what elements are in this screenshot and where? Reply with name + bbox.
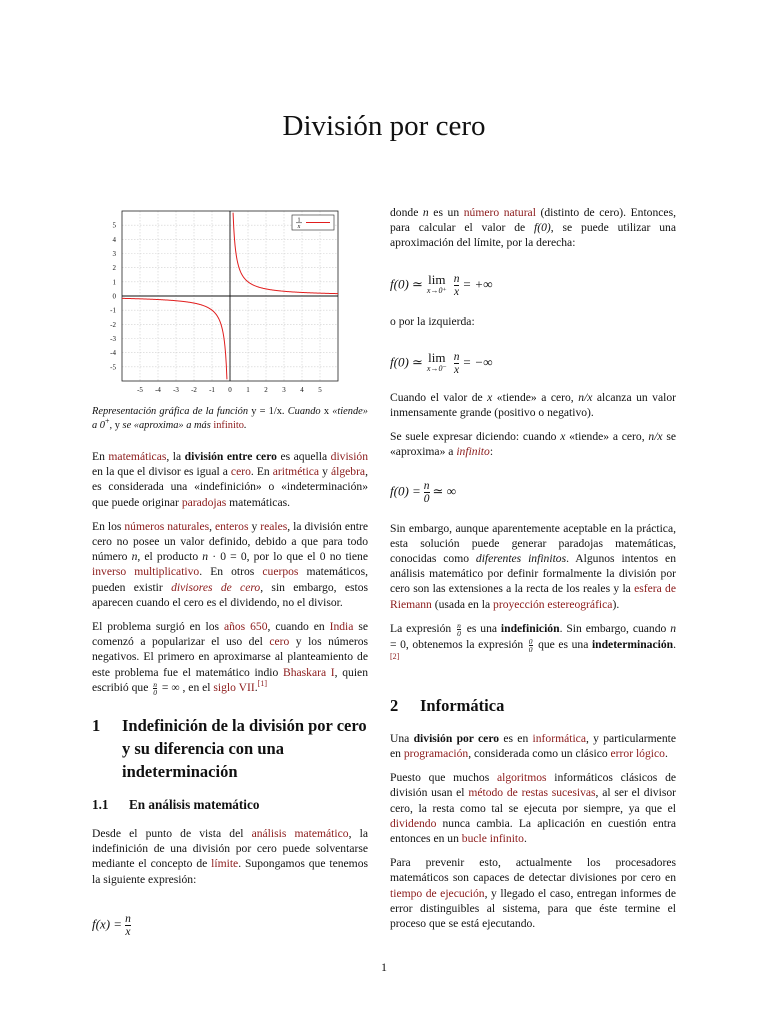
link-numero-natural[interactable]: número natural (463, 206, 536, 219)
link-bucle-infinito[interactable]: bucle infinito (461, 831, 524, 845)
section-heading-2: 2 Informática (390, 695, 505, 715)
paragraph-donde: donde n es un número natural (distinto de cero). Entonces, para calcular el valor de f(0), se puede utilizar una aproximación del límite, por la derecha: (390, 206, 676, 250)
paragraph-expresar: Se suele expresar diciendo: cuando x «tiende» a cero, n/x se «aproxima» a infinito: (390, 430, 676, 459)
y-tick-label: -4 (110, 349, 116, 358)
inline-fraction: $\frac{n}{0}$ (153, 679, 157, 697)
section-heading-1: 1 Indefinición de la división por cero y su diferencia con una indeterminación (92, 715, 367, 781)
paragraph-informatica: Una división por cero es en informática, y particularmente en programación, considerada como un clásico error lógico. (390, 731, 676, 760)
y-tick-label: -5 (110, 363, 116, 372)
y-tick-label: 5 (112, 221, 116, 230)
paragraph-prevenir: Para prevenir esto, actualmente los procesadores matemáticos son capaces de detectar divisiones por cero en tiempo de ejecución, y llegado el caso, entregan informes de error distinguibles al sistema, para que éste termine el proceso que se está ejecutando. (390, 856, 676, 930)
right-column (390, 205, 676, 940)
y-tick-label: 1 (112, 278, 116, 287)
link-cero[interactable]: cero (230, 465, 251, 479)
legend-denominator: x (297, 224, 301, 231)
left-column (92, 205, 368, 938)
reference-2[interactable]: [2] (390, 651, 400, 661)
reference-1[interactable]: [1] (257, 678, 267, 688)
y-tick-label: 4 (112, 235, 116, 244)
link-reales[interactable]: reales (260, 519, 288, 533)
link-infinito[interactable]: infinito (213, 420, 244, 431)
x-tick-label: -2 (191, 386, 197, 394)
equation-limit-left: f(0) ≃ lim x→0⁻ $\frac{n}{x}$ = −∞ (390, 350, 493, 376)
paragraph-cuando: Cuando el valor de x «tiende» a cero, n/x alcanza un valor inmensamente grande (positivo o negativo). (390, 390, 676, 420)
x-tick-label: -5 (137, 386, 143, 394)
link-enteros[interactable]: enteros (214, 519, 249, 533)
x-tick-label: -3 (173, 386, 179, 394)
link-error-logico[interactable]: error lógico (610, 746, 665, 760)
y-tick-label: -3 (110, 335, 116, 343)
link-cero-2[interactable]: cero (269, 635, 290, 649)
paragraph-historia: El problema surgió en los años 650, cuando en India se comenzó a popularizar el uso del cero y los números negativos. El primero en aproximarse al planteamiento de este problema fue el matemático indio Bhaskara I, quien escribió que $\frac{n}{0}$ = ∞ , en el siglo VII.[1] (92, 620, 369, 697)
y-tick-label: 3 (112, 250, 116, 258)
link-limite[interactable]: límite (211, 857, 239, 871)
x-tick-label: 4 (300, 386, 304, 394)
link-proyeccion-estereografica[interactable]: proyección estereográfica (493, 597, 613, 611)
y-tick-label: -1 (110, 306, 116, 315)
link-aritmetica[interactable]: aritmética (272, 465, 320, 479)
x-tick-label: 1 (246, 386, 250, 394)
x-tick-label: -4 (155, 386, 161, 394)
link-cuerpos[interactable]: cuerpos (262, 565, 299, 579)
link-algoritmos[interactable]: algoritmos (496, 771, 547, 785)
equation-limit-right: f(0) ≃ lim x→0⁺ $\frac{n}{x}$ = +∞ (390, 272, 493, 298)
paragraph-expresion: La expresión $\frac{n}{0}$ es una indefinición. Sin embargo, cuando n = 0, obtenemos la expresión $\frac{0}{0}$ que es una indeterminación.[2] (390, 620, 677, 661)
link-informatica[interactable]: informática (532, 731, 586, 745)
equation-fx: f(x) = $\frac{n}{x}$ (92, 912, 131, 938)
link-division[interactable]: división (330, 450, 369, 463)
link-india[interactable]: India (329, 620, 354, 634)
legend-numerator: 1 (297, 217, 301, 224)
x-tick-label: -1 (209, 386, 215, 394)
link-dividendo[interactable]: dividendo (390, 816, 437, 830)
function-plot (92, 205, 342, 397)
page-title: División por cero (282, 110, 486, 142)
paragraph-algoritmos: Puesto que muchos algoritmos informáticos clásicos de división usan el método de restas sucesivas, al ser el divisor cero, la resta como tal se ejecuta por siempre, ya que el dividendo nunca cambia. La aplicación en cuestión entra entonces en un bucle infinito. (390, 771, 677, 845)
paragraph-numeros: En los números naturales, enteros y reales, la división entre cero no posee un valor definido, debido a que para todo número n, el producto n · 0 = 0, por lo que el 0 no tiene inverso multiplicativo. En otros cuerpos matemáticos, pueden existir divisores de cero, sin embargo, estos aparecen cuando el cero es el dividendo, no el divisor. (92, 519, 369, 609)
figure-caption: Representación gráfica de la función y = 1/x. Cuando x «tiende» a 0+, y se «aproxima» a más infinito. (92, 406, 368, 431)
link-numeros-naturales[interactable]: números naturales (124, 519, 210, 533)
curve-negative-branch (122, 298, 227, 379)
paragraph-sin-embargo: Sin embargo, aunque aparentemente aceptable en la práctica, esta solución puede generar paradojas matemáticas, conocidas como diferentes infinitos. Algunos intentos en análisis matemático por definir formalmente la división por cero son las extensiones a la recta de los reales y la esfera de Riemann (usada en la proyección estereográfica). (390, 521, 676, 611)
link-algebra[interactable]: álgebra (330, 465, 366, 479)
x-tick-label: 5 (318, 386, 322, 394)
link-tiempo-ejecucion[interactable]: tiempo de ejecución (390, 886, 485, 900)
y-tick-label: -2 (110, 320, 116, 329)
x-tick-label: 0 (228, 386, 232, 394)
paragraph-intro: En matemáticas, la división entre cero es aquella división en la que el divisor es igual a cero. En aritmética y álgebra, es considerada una «indefinición» o «indeterminación» que puede originar paradojas matemáticas. (92, 450, 369, 509)
y-tick-label: 2 (112, 264, 116, 273)
link-analisis-matematico[interactable]: análisis matemático (251, 826, 349, 840)
equation-f0: f(0) = $\frac{n}{0}$ ≃ ∞ (390, 479, 456, 505)
link-anos-650[interactable]: años 650 (223, 620, 268, 634)
link-infinito-2[interactable]: infinito (456, 445, 490, 459)
link-esfera-riemann[interactable]: esfera de Riemann (390, 582, 676, 611)
subsection-heading-1-1: 1.1 En análisis matemático (92, 796, 260, 812)
link-metodo-restas[interactable]: método de restas sucesivas (468, 786, 596, 800)
y-tick-label: 0 (112, 292, 116, 301)
link-divisores-de-cero[interactable]: divisores de cero (171, 580, 261, 594)
link-siglo-vii[interactable]: siglo VII (213, 680, 255, 694)
paragraph-analisis: Desde el punto de vista del análisis matemático, la indefinición de una división por cero puede solventarse mediante el concepto de límite. Supongamos que tenemos la siguiente expresión: (92, 826, 368, 886)
x-tick-label: 2 (264, 386, 268, 394)
link-matematicas[interactable]: matemáticas (108, 450, 167, 463)
link-inverso-multiplicativo[interactable]: inverso multiplicativo (92, 565, 200, 579)
page-number: 1 (381, 960, 387, 974)
link-bhaskara[interactable]: Bhaskara I (282, 665, 335, 679)
link-paradojas[interactable]: paradojas (181, 495, 227, 509)
paragraph-izquierda: o por la izquierda: (390, 314, 475, 328)
link-programacion[interactable]: programación (403, 746, 469, 760)
x-tick-label: 3 (282, 386, 286, 394)
